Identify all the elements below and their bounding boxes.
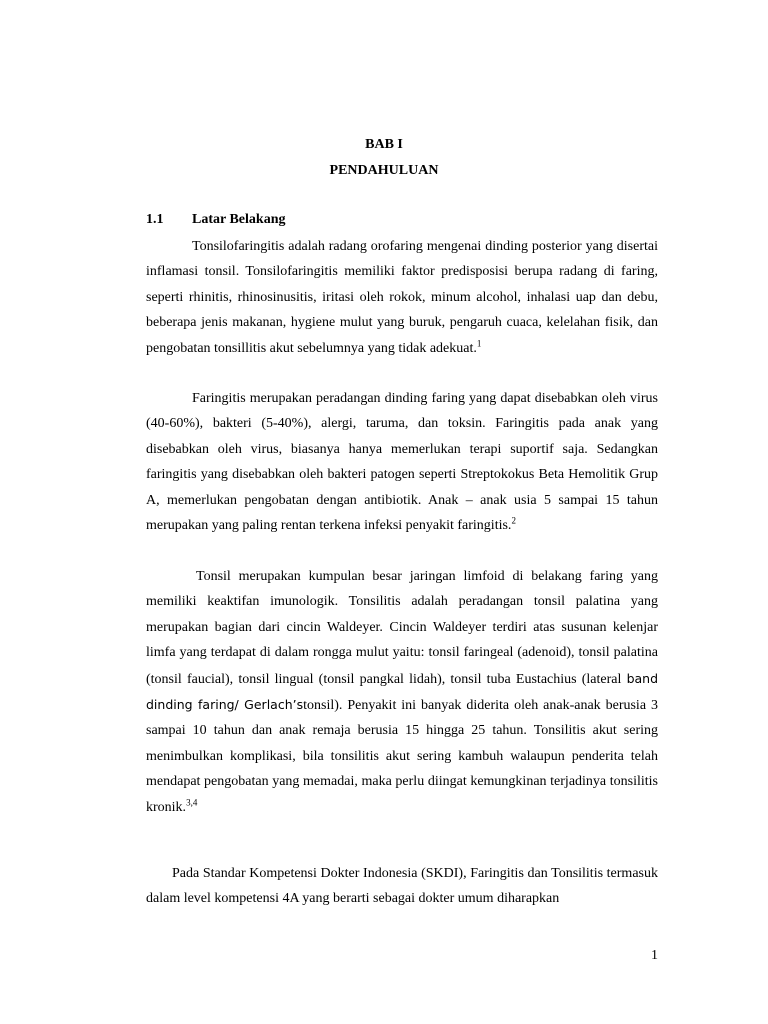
paragraph-text: Tonsilofaringitis adalah radang orofaring mengenai dinding posterior yang disertai inflamasi tonsil. Tonsilofaringitis memiliki faktor predisposisi berupa radang di faring, seperti rhinitis, rhinosinusitis, iritasi oleh rokok, minum alcohol, inhalasi uap dan debu, beberapa jenis makanan, hygiene mulut yang buruk, pengaruh cuaca, kelelahan fisik, dan pengobatan tonsillitis akut sebelumnya yang tidak adekuat.	[146, 239, 658, 356]
paragraph-text: tonsil). Penyakit ini banyak diderita oleh anak-anak berusia 3 sampai 10 tahun dan anak remaja berusia 15 hingga 25 tahun. Tonsilitis akut sering menimbulkan komplikasi, bila tonsilitis akut sering kambuh walaupun penderita telah mendapat pengobatan yang memadai, maka perlu diingat kemungkinan terjadinya tonsilitis kronik.	[146, 698, 658, 815]
chapter-number: BAB I	[365, 137, 403, 152]
paragraph-text: Pada Standar Kompetensi Dokter Indonesia (SKDI), Faringitis dan Tonsilitis termasuk dalam level kompetensi 4A yang berarti sebagai dokter umum diharapkan	[146, 866, 658, 907]
citation-ref: 2	[511, 515, 516, 526]
paragraph-4	[146, 861, 658, 912]
paragraph-2	[146, 386, 658, 538]
citation-ref: 3,4	[186, 797, 198, 807]
paragraph-text: Tonsil merupakan kumpulan besar jaringan limfoid di belakang faring yang memiliki keaktifan imunologik. Tonsilitis adalah peradangan tonsil palatina yang merupakan bagian dari cincin Waldeyer. Cincin Waldeyer terdiri atas susunan kelenjar limfa yang terdapat di dalam rongga mulut yaitu: tonsil faringeal (adenoid), tonsil palatina (tonsil faucial), tonsil lingual (tonsil pangkal lidah), tonsil tuba Eustachius (lateral	[146, 569, 658, 687]
paragraph-1	[146, 234, 658, 361]
paragraph-3	[146, 564, 658, 820]
section-title: Latar Belakang	[192, 212, 286, 227]
citation-ref: 1	[476, 337, 482, 348]
section-number: 1.1	[146, 212, 164, 227]
paragraph-text: Faringitis merupakan peradangan dinding faring yang dapat disebabkan oleh virus (40-60%), bakteri (5-40%), alergi, taruma, dan toksin. Faringitis pada anak yang disebabkan oleh virus, biasanya hanya memerlukan terapi suportif saja. Sedangkan faringitis yang disebabkan oleh bakteri patogen seperti Streptokokus Beta Hemolitik Grup A, memerlukan pengobatan dengan antibiotik. Anak – anak usia 5 sampai 15 tahun merupakan yang paling rentan terkena infeksi penyakit faringitis.	[146, 391, 658, 534]
section-heading	[146, 212, 285, 228]
page-number: 1	[651, 948, 658, 963]
chapter-title: PENDAHULUAN	[329, 163, 439, 178]
paragraph-text-sans: band dinding faring/ Gerlach’s	[146, 670, 659, 713]
